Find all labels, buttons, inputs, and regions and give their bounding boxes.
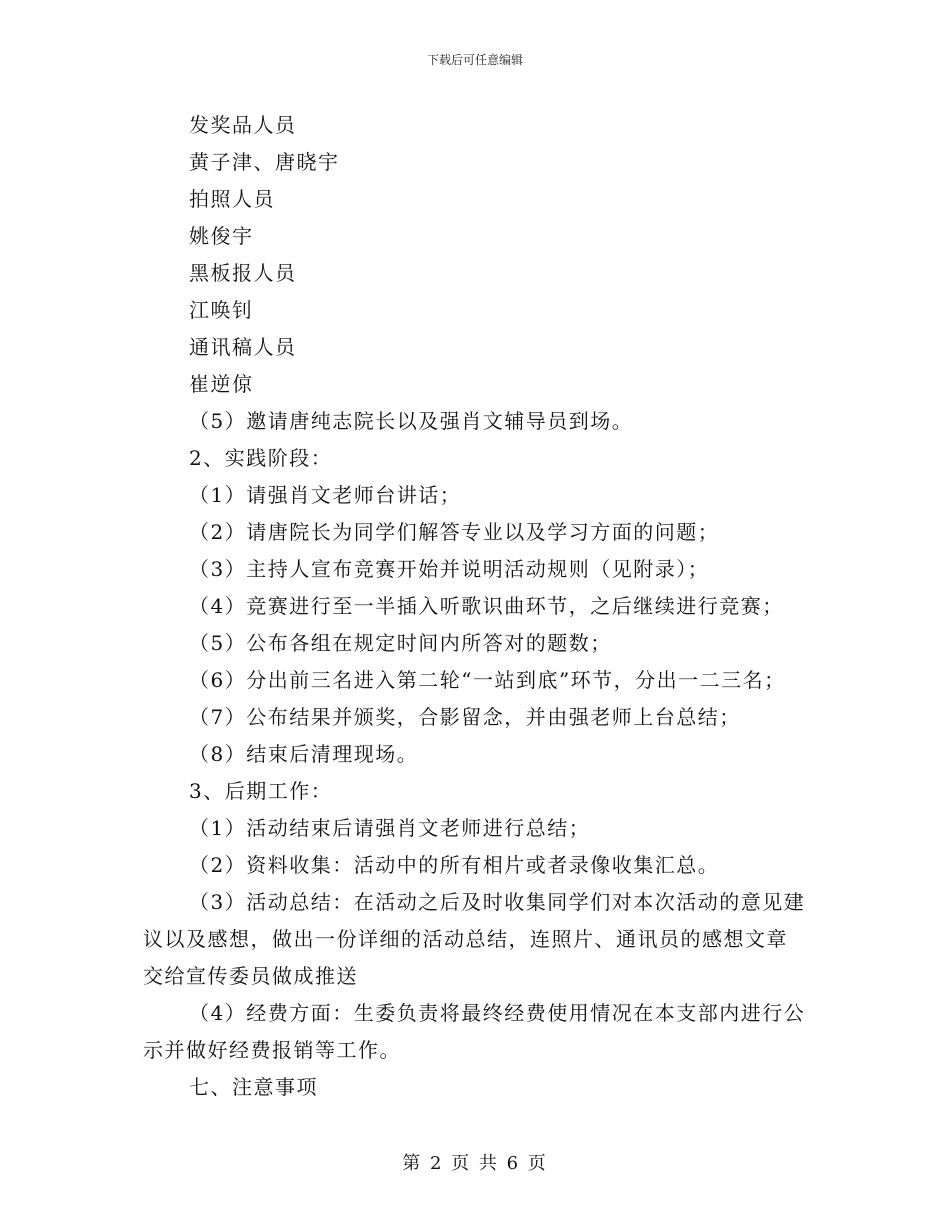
text-line: （6）分出前三名进入第二轮“一站到底”环节，分出一二三名； <box>189 668 786 692</box>
text-line: 通讯稿人员 <box>189 335 297 359</box>
text-line: 崔逆倞 <box>189 372 254 396</box>
text-line: （1）活动结束后请强肖文老师进行总结； <box>189 816 591 840</box>
text-line: 黄子津、唐晓宇 <box>189 150 340 174</box>
text-line: （4）经费方面：生委负责将最终经费使用情况在本支部内进行公 <box>189 1001 806 1025</box>
text-line: 江唤钊 <box>189 298 254 322</box>
text-line: （1）请强肖文老师台讲话； <box>189 483 462 507</box>
text-line: （5）邀请唐纯志院长以及强肖文辅导员到场。 <box>189 409 634 433</box>
text-line: 拍照人员 <box>189 187 275 211</box>
text-line: 发奖品人员 <box>189 113 297 137</box>
text-line: 示并做好经费报销等工作。 <box>143 1038 401 1062</box>
text-line: （3）活动总结：在活动之后及时收集同学们对本次活动的意见建 <box>189 890 806 914</box>
text-line: （2）请唐院长为同学们解答专业以及学习方面的问题； <box>189 520 720 544</box>
text-line: （7）公布结果并颁奖，合影留念，并由强老师上台总结； <box>189 705 741 729</box>
text-line: （3）主持人宣布竞赛开始并说明活动规则（见附录）； <box>189 557 710 581</box>
text-line: 议以及感想，做出一份详细的活动总结，连照片、通讯员的感想文章 <box>143 927 788 951</box>
text-line: 姚俊宇 <box>189 224 254 248</box>
text-line: （2）资料收集：活动中的所有相片或者录像收集汇总。 <box>189 853 720 877</box>
page-footer: 第 2 页 共 6 页 <box>402 1153 548 1174</box>
text-line: （8）结束后清理现场。 <box>189 742 419 766</box>
section-heading: 3、后期工作： <box>189 779 333 803</box>
page-header: 下载后可任意编辑 <box>426 53 523 67</box>
text-line: （5）公布各组在规定时间内所答对的题数； <box>189 631 612 655</box>
section-heading: 七、注意事项 <box>189 1075 318 1099</box>
text-line: 交给宣传委员做成推送 <box>143 964 358 988</box>
text-line: （4）竞赛进行至一半插入听歌识曲环节，之后继续进行竞赛； <box>189 594 784 618</box>
section-heading: 2、实践阶段： <box>189 446 333 470</box>
document-body <box>143 107 815 1106</box>
text-line: 黑板报人员 <box>189 261 297 285</box>
